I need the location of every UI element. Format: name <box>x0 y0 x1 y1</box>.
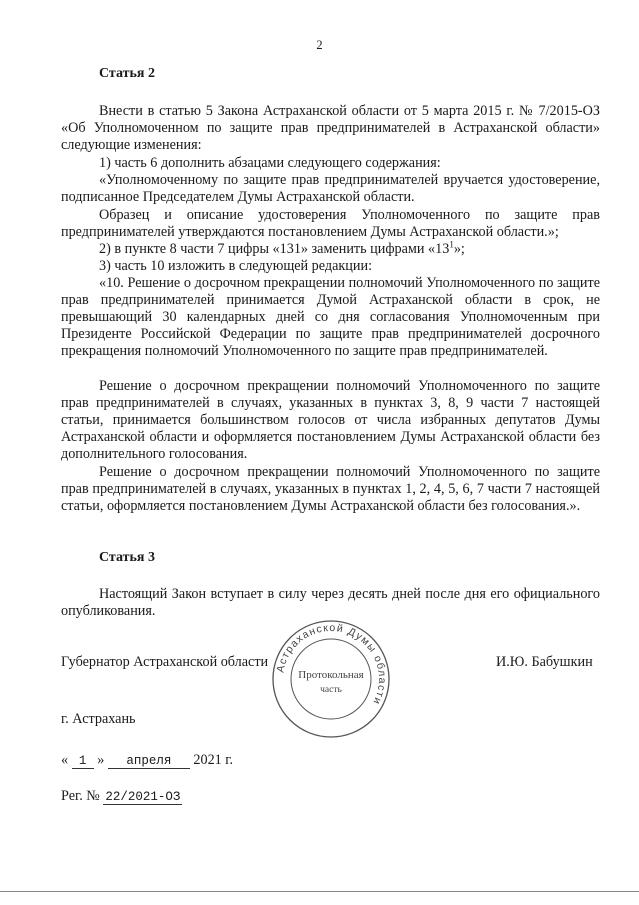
article-2-quote-5: Решение о досрочном прекращении полномочий Уполномоченного по защите прав предпринимателей в случаях, указанных в пунктах 1, 2, 4, 5, 6, 7 части 7 настоящей статьи, оформляется постановлением Думы Астраханской области без голосования.». <box>61 464 600 515</box>
date-month: апреля <box>108 755 190 769</box>
item-2-tail: »; <box>453 241 465 257</box>
article-3-heading: Статья 3 <box>99 550 155 565</box>
date-quote-close: » <box>97 752 105 768</box>
page-number: 2 <box>316 38 323 52</box>
date-day: 1 <box>72 755 94 769</box>
date-year: 2021 г. <box>193 752 234 768</box>
article-2-quote-3: «10. Решение о досрочном прекращении полномочий Уполномоченного по защите прав предпринимателей принимается Думой Астраханской области в срок, не превышающий 30 календарных дней со дня согласования Уполномоченным при Президенте Российской Федерации по защите прав предпринимателей досрочного прекращения полномочий Уполномоченного по защите прав предпринимателей. <box>61 275 600 360</box>
article-2-item-2 <box>61 241 600 258</box>
bottom-rule <box>0 891 639 892</box>
reg-number: 22/2021-ОЗ <box>105 790 181 804</box>
article-2-intro: Внести в статью 5 Закона Астраханской области от 5 марта 2015 г. № 7/2015-ОЗ «Об Уполномоченном по защите прав предпринимателей в Астраханской области» следующие изменения: <box>61 103 600 154</box>
signature-date <box>61 752 233 769</box>
item-2-text: 2) в пункте 8 части 7 цифры «131» заменить цифрами «13 <box>99 241 450 257</box>
article-2-quote-2: Образец и описание удостоверения Уполномоченного по защите прав предпринимателей утверждаются постановлением Думы Астраханской области.»; <box>61 207 600 241</box>
article-2-quote-1: «Уполномоченному по защите прав предпринимателей вручается удостоверение, подписанное Председателем Думы Астраханской области. <box>61 172 600 206</box>
article-3-text: Настоящий Закон вступает в силу через десять дней после дня его официального опубликования. <box>61 586 600 620</box>
date-quote-open: « <box>61 752 69 768</box>
signature-city: г. Астрахань <box>61 711 136 727</box>
article-2-item-1: 1) часть 6 дополнить абзацами следующего содержания: <box>99 155 441 171</box>
registration <box>61 788 182 805</box>
stamp-ring-text: Астраханской Думы области <box>274 621 389 708</box>
reg-label: Рег. № <box>61 788 100 804</box>
article-2-heading: Статья 2 <box>99 66 155 81</box>
stamp-center-line-1: Протокольная <box>298 669 364 681</box>
signature-name: И.Ю. Бабушкин <box>496 654 593 670</box>
official-stamp <box>270 618 392 740</box>
article-2-item-3: 3) часть 10 изложить в следующей редакции: <box>99 258 373 274</box>
signature-title: Губернатор Астраханской области <box>61 654 269 670</box>
stamp-center-line-2: часть <box>320 685 342 695</box>
item-2-superscript: 1 <box>449 239 454 250</box>
article-2-quote-4: Решение о досрочном прекращении полномочий Уполномоченного по защите прав предпринимателей в случаях, указанных в пунктах 3, 8, 9 части 7 настоящей статьи, принимается большинством голосов от числа избранных депутатов Думы Астраханской области и оформляется постановлением Думы Астраханской области без дополнительного голосования. <box>61 378 600 463</box>
